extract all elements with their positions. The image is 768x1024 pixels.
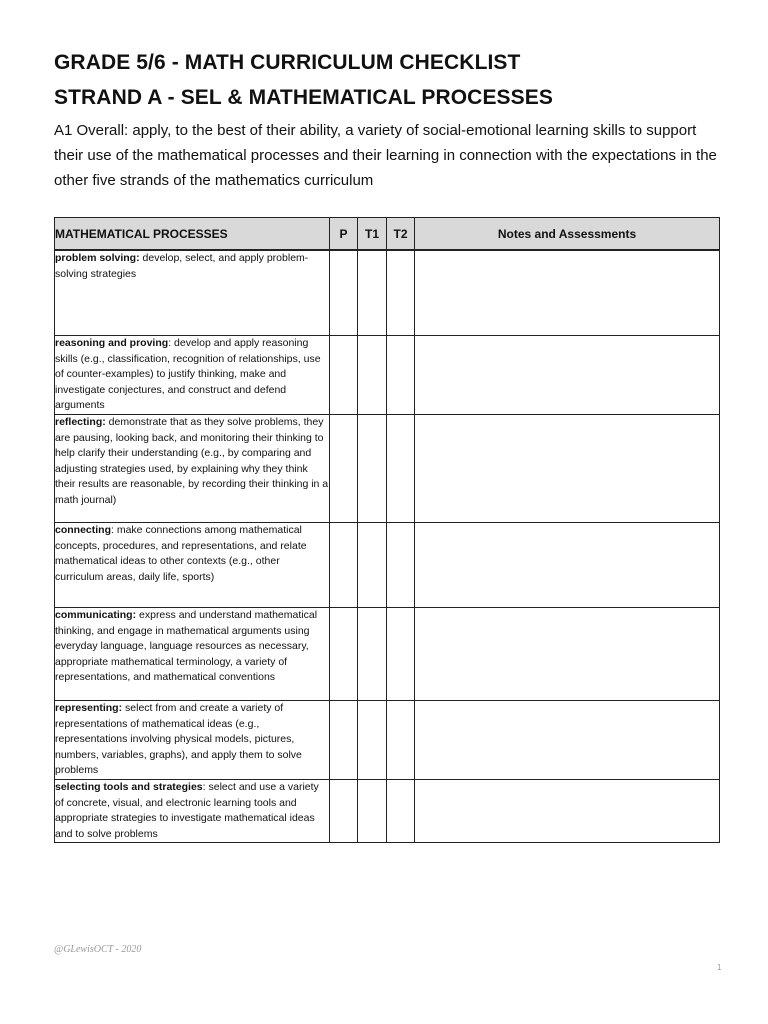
t2-cell[interactable] bbox=[387, 608, 415, 701]
process-text: select from and create a variety of representations of mathematical ideas (e.g., representations involving physical models, pictures, numbers, variables, graphs), and apply them to solve problems bbox=[55, 702, 302, 776]
column-header-t1: T1 bbox=[358, 218, 387, 251]
t1-cell[interactable] bbox=[358, 250, 387, 336]
t1-cell[interactable] bbox=[358, 701, 387, 780]
process-description bbox=[55, 780, 330, 843]
table-header-row bbox=[55, 218, 720, 251]
p-cell[interactable] bbox=[330, 608, 358, 701]
table-row bbox=[55, 701, 720, 780]
notes-cell[interactable] bbox=[415, 523, 720, 608]
process-term: selecting tools and strategies bbox=[55, 781, 203, 793]
process-description bbox=[55, 336, 330, 415]
process-text: demonstrate that as they solve problems, they are pausing, looking back, and monitoring their thinking to help clarify their understanding (e.g., by comparing and adjusting strategies used, by explaining why they think their results are reasonable, by recording their thinking in a math journal) bbox=[55, 416, 329, 506]
t1-cell[interactable] bbox=[358, 415, 387, 523]
process-term: problem solving: bbox=[55, 252, 140, 264]
process-term: communicating: bbox=[55, 609, 137, 621]
process-text: express and understand mathematical thinking, and engage in mathematical arguments using everyday language, language resources as necessary, appropriate mathematical terminology, a variety of representations, and mathematical conventions bbox=[55, 609, 318, 683]
t2-cell[interactable] bbox=[387, 701, 415, 780]
process-term: connecting bbox=[55, 524, 112, 536]
overall-expectation: A1 Overall: apply, to the best of their ability, a variety of social-emotional learning skills to support their use of the mathematical processes and their learning in connection with the expectations in the other five strands of the mathematics curriculum bbox=[54, 122, 717, 189]
page-subtitle: STRAND A - SEL & MATHEMATICAL PROCESSES bbox=[54, 86, 553, 109]
table-row bbox=[55, 336, 720, 415]
process-description bbox=[55, 701, 330, 780]
table-row bbox=[55, 523, 720, 608]
column-header-processes: MATHEMATICAL PROCESSES bbox=[55, 218, 330, 251]
checklist-table bbox=[54, 217, 720, 843]
p-cell[interactable] bbox=[330, 250, 358, 336]
process-description bbox=[55, 608, 330, 701]
process-text: develop, select, and apply problem-solving strategies bbox=[55, 252, 309, 280]
t1-cell[interactable] bbox=[358, 336, 387, 415]
notes-cell[interactable] bbox=[415, 336, 720, 415]
process-term: representing: bbox=[55, 702, 123, 714]
p-cell[interactable] bbox=[330, 780, 358, 843]
t1-cell[interactable] bbox=[358, 780, 387, 843]
t1-cell[interactable] bbox=[358, 523, 387, 608]
p-cell[interactable] bbox=[330, 415, 358, 523]
process-description bbox=[55, 415, 330, 523]
t1-cell[interactable] bbox=[358, 608, 387, 701]
t2-cell[interactable] bbox=[387, 415, 415, 523]
column-header-t2: T2 bbox=[387, 218, 415, 251]
process-term: reasoning and proving bbox=[55, 337, 169, 349]
table-row bbox=[55, 415, 720, 523]
t2-cell[interactable] bbox=[387, 523, 415, 608]
copyright-notice: @GLewisOCT - 2020 bbox=[54, 944, 142, 955]
notes-cell[interactable] bbox=[415, 780, 720, 843]
notes-cell[interactable] bbox=[415, 608, 720, 701]
process-text: : select and use a variety of concrete, visual, and electronic learning tools and appropriate strategies to investigate mathematical ideas and to solve problems bbox=[55, 781, 319, 840]
p-cell[interactable] bbox=[330, 523, 358, 608]
notes-cell[interactable] bbox=[415, 701, 720, 780]
p-cell[interactable] bbox=[330, 336, 358, 415]
process-description bbox=[55, 523, 330, 608]
process-description bbox=[55, 250, 330, 336]
process-term: reflecting: bbox=[55, 416, 106, 428]
column-header-notes: Notes and Assessments bbox=[415, 218, 720, 251]
column-header-p: P bbox=[330, 218, 358, 251]
notes-cell[interactable] bbox=[415, 415, 720, 523]
table-row bbox=[55, 608, 720, 701]
process-text: : make connections among mathematical concepts, procedures, and representations, and relate mathematical ideas to other contexts (e.g., other curriculum areas, daily life, sports) bbox=[55, 524, 307, 583]
page-title: GRADE 5/6 - MATH CURRICULUM CHECKLIST bbox=[54, 51, 521, 74]
t2-cell[interactable] bbox=[387, 780, 415, 843]
t2-cell[interactable] bbox=[387, 336, 415, 415]
page-number: 1 bbox=[717, 963, 722, 972]
p-cell[interactable] bbox=[330, 701, 358, 780]
notes-cell[interactable] bbox=[415, 250, 720, 336]
process-text: : develop and apply reasoning skills (e.g., classification, recognition of relationships, use of counter-examples) to justify thinking, make and investigate conjectures, and construct and defend arguments bbox=[55, 337, 321, 411]
table-row bbox=[55, 780, 720, 843]
t2-cell[interactable] bbox=[387, 250, 415, 336]
table-row bbox=[55, 250, 720, 336]
